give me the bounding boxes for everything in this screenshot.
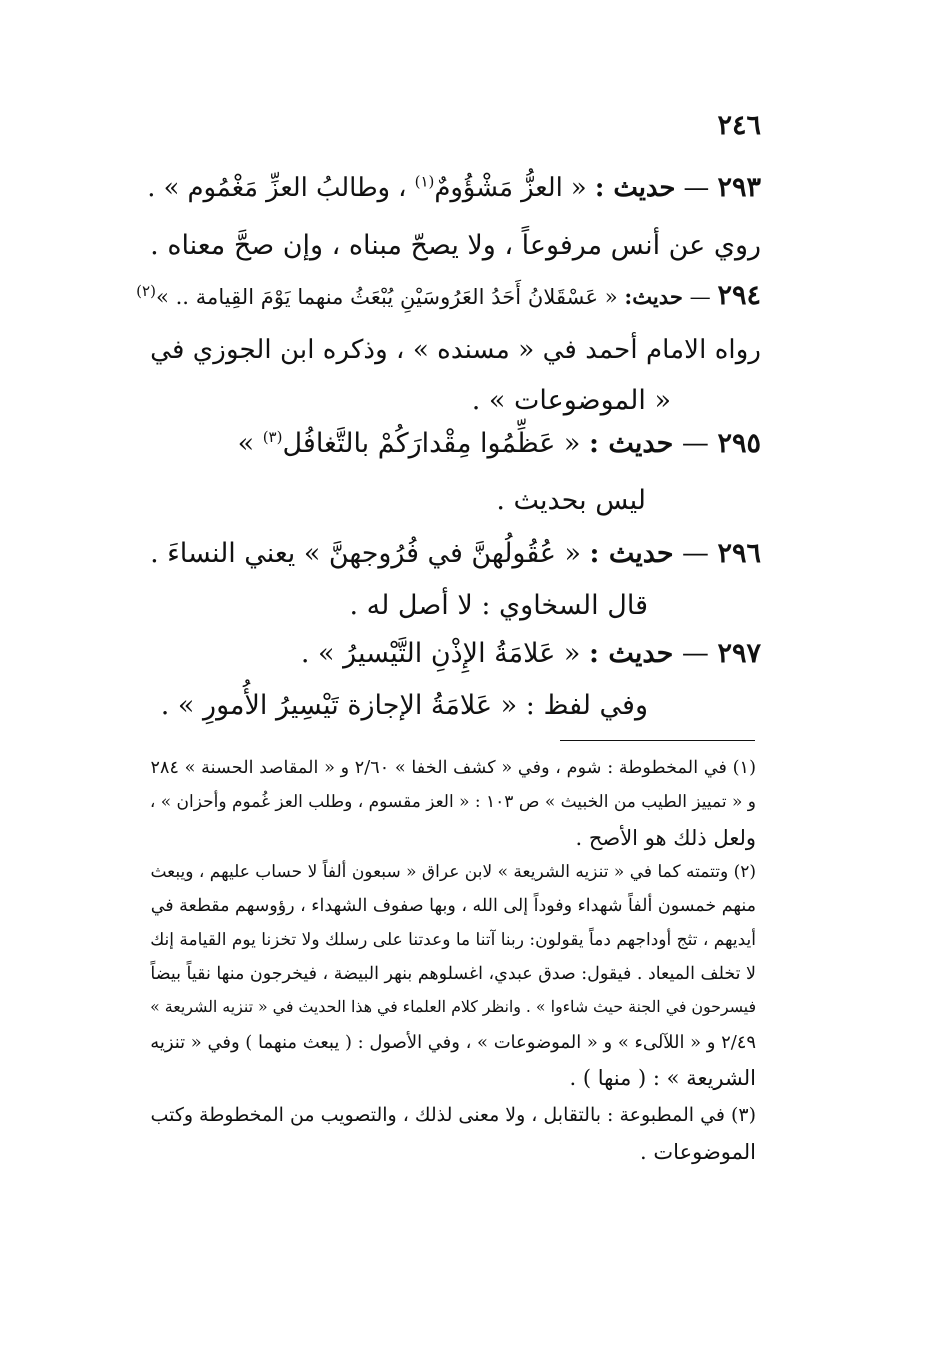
entry-number: ٢٩٣: [717, 172, 761, 203]
hadith-entry-293: ٢٩٣ — حديث : « العزُّ مَشْؤُومٌ$^{(١)}$ ، وطالبُ العزِّ مَغْمُوم » .: [147, 172, 761, 203]
hadith-text: « العزُّ مَشْؤُومٌ: [434, 173, 587, 203]
footnote-line: أيديهم ، تثج أوداجهم دماً يقولون: ربنا آتنا ما وعدتنا على رسلك ولا تخزنا يوم القيامة إنك: [150, 930, 756, 950]
comment-line: ليس بحديث .: [496, 485, 646, 516]
entry-number: ٢٩٧: [717, 638, 761, 669]
hadith-text: « عَلامَةُ الإِذْنِ التَّيْسيرُ » .: [300, 638, 581, 669]
comment-line: قال السخاوي : لا أصل له .: [349, 590, 648, 621]
footnote-line: (٣) في المطبوعة : بالتقابل ، ولا معنى لذلك ، والتصويب من المخطوطة وكتب: [150, 1104, 756, 1126]
hadith-entry-294: ٢٩٤ — حديث: « عَسْقَلانُ أَحَدُ العَرُوسَيْنِ يُبْعَثُ منهما يَوْمَ القِيامة .. »$^{(٢)}$: [136, 280, 761, 311]
comment-line: رواه الامام أحمد في « مسنده » ، وذكره ابن الجوزي في: [150, 335, 761, 365]
hadith-entry-297: ٢٩٧ — حديث : « عَلامَةُ الإِذْنِ التَّيْسيرُ » .: [300, 638, 761, 669]
hadith-text-continued: ، وطالبُ العزِّ مَغْمُوم » .: [147, 173, 407, 203]
entry-label: حديث :: [589, 428, 674, 459]
footnote-line: (٢) وتتمته كما في « تنزيه الشريعة » لابن عراق « سبعون ألفاً لا حساب عليهم ، ويبعث: [150, 862, 756, 882]
footnote-line: منهم خمسون ألفاً شهداء وفوداً إلى الله ، وبها صفوف الشهداء ، رؤوسهم مقطعة في: [150, 896, 756, 916]
hadith-text: « عُقُولُهنَّ في فُرُوجهنَّ » يعني النساءَ .: [150, 538, 581, 569]
hadith-entry-296: ٢٩٦ — حديث : « عُقُولُهنَّ في فُرُوجهنَّ » يعني النساءَ .: [150, 538, 761, 569]
entry-label: حديث :: [594, 173, 676, 203]
page-number: ٢٤٦: [717, 110, 761, 141]
hadith-entry-295: ٢٩٥ — حديث : « عَظِّمُوا مِقْدارَكُمْ بالتَّغافُل$^{(٣)}$ »: [237, 428, 761, 459]
comment-line: « الموضوعات » .: [471, 385, 671, 416]
footnote-line: الموضوعات .: [640, 1140, 756, 1164]
footnote-ref: (١): [414, 172, 435, 191]
footnote-line: لا تخلف الميعاد . فيقول: صدق عبدي، اغسلوهم بنهر البيضة ، فيخرجون منها نقياً بيضاً: [150, 964, 756, 984]
hadith-text: « عَظِّمُوا مِقْدارَكُمْ بالتَّغافُل: [282, 428, 581, 459]
hadith-text: « عَسْقَلانُ أَحَدُ العَرُوسَيْنِ يُبْعَثُ منهما يَوْمَ القِيامة .. »: [155, 284, 618, 309]
footnote-ref: (٢): [136, 281, 156, 300]
footnote-ref: (٣): [262, 428, 283, 446]
entry-number: ٢٩٥: [717, 428, 761, 459]
footnote-separator: [560, 740, 755, 741]
entry-number: ٢٩٦: [717, 538, 761, 569]
comment-line: وفي لفظ : « عَلامَةُ الإجازة تَيْسِيرُ الأُمورِ » .: [160, 690, 648, 721]
footnote-line: فيسرحون في الجنة حيث شاءوا » . وانظر كلام العلماء في هذا الحديث في « تنزيه الشريعة »: [150, 997, 756, 1016]
footnote-line: (١) في المخطوطة : شوم ، وفي « كشف الخفا » ٢/٦٠ و « المقاصد الحسنة » ٢٨٤: [150, 758, 756, 778]
entry-label: حديث :: [589, 538, 674, 569]
hadith-text-continued: »: [237, 428, 255, 459]
entry-label: حديث:: [624, 284, 683, 309]
entry-number: ٢٩٤: [717, 280, 761, 311]
footnote-line: و « تمييز الطيب من الخبيث » ص ١٠٣ : « العز مقسوم ، وطلب العز غُموم وأحزان » ،: [149, 792, 756, 812]
entry-label: حديث :: [589, 638, 674, 669]
footnote-line: الشريعة » : ( منها ) .: [569, 1066, 756, 1090]
comment-line: روي عن أنس مرفوعاً ، ولا يصحّ مبناه ، وإن صحَّ معناه .: [150, 230, 761, 261]
footnote-line: ٢/٤٩ و « اللآلىء » و « الموضوعات » ، وفي الأصول : ( يبعث منهما ) وفي « تنزيه: [150, 1032, 756, 1053]
footnote-line: ولعل ذلك هو الأصح .: [575, 826, 756, 850]
